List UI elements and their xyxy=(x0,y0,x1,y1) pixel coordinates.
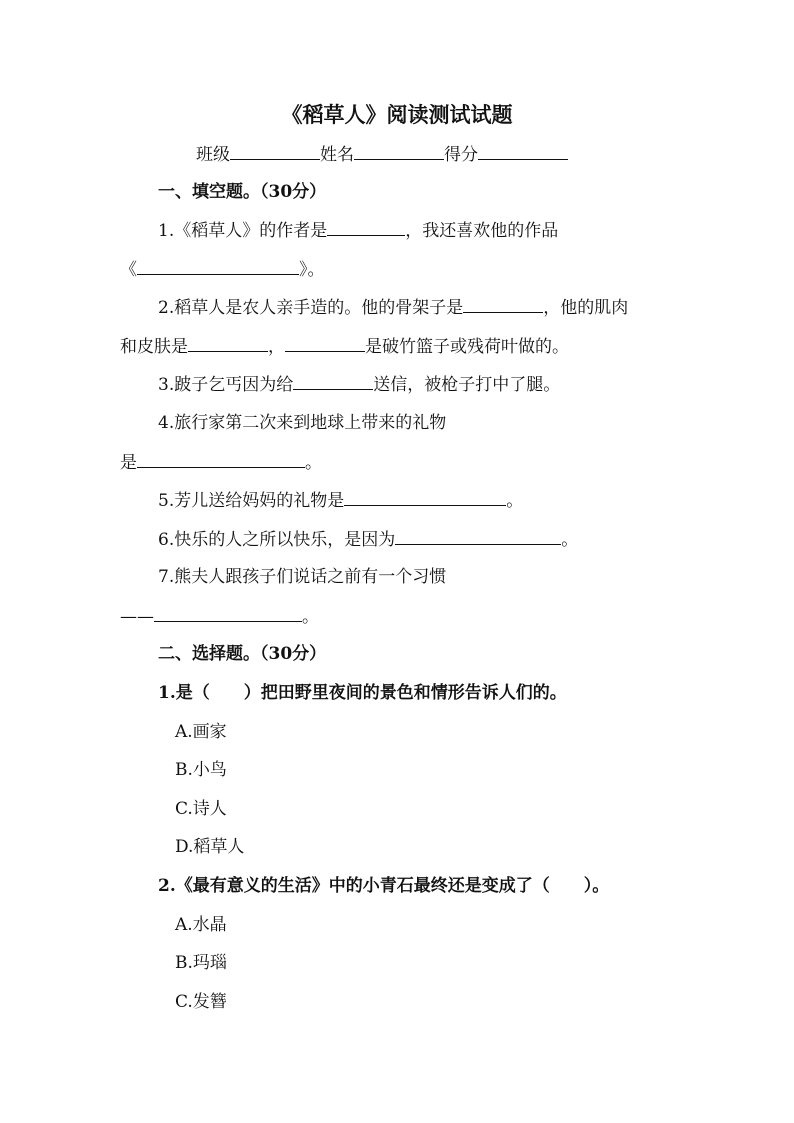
section-heading-choice: 二、选择题。（30分） xyxy=(158,644,327,664)
section-heading-fill: 一、填空题。（30分） xyxy=(158,182,327,202)
answer-blank[interactable] xyxy=(137,258,299,275)
question-4: 4.旅行家第二次来到地球上带来的礼物 xyxy=(158,413,447,433)
option-a[interactable]: A.水晶 xyxy=(175,915,227,935)
option-b[interactable]: B.小鸟 xyxy=(175,760,227,780)
choice-question-1: 1.是（ ）把田野里夜间的景色和情形告诉人们的。 xyxy=(158,683,567,703)
answer-blank[interactable] xyxy=(285,335,365,352)
name-input[interactable] xyxy=(354,143,444,160)
question-5: 5.芳儿送给妈妈的礼物是 。 xyxy=(158,491,524,511)
option-a[interactable]: A.画家 xyxy=(175,722,227,742)
class-input[interactable] xyxy=(230,143,320,160)
answer-blank[interactable] xyxy=(344,489,506,506)
question-7-cont: —— 。 xyxy=(120,607,319,627)
student-info-row xyxy=(196,143,568,166)
answer-blank[interactable] xyxy=(188,335,268,352)
answer-blank[interactable] xyxy=(154,605,302,622)
option-b[interactable]: B.玛瑙 xyxy=(175,953,227,973)
answer-blank[interactable] xyxy=(463,296,543,313)
option-c[interactable]: C.发簪 xyxy=(175,992,227,1012)
answer-blank[interactable] xyxy=(395,528,561,545)
class-label: 班级 xyxy=(196,145,230,165)
option-d[interactable]: D.稻草人 xyxy=(175,837,245,857)
option-c[interactable]: C.诗人 xyxy=(175,799,227,819)
answer-blank[interactable] xyxy=(137,451,305,468)
answer-blank[interactable] xyxy=(327,219,405,236)
answer-blank[interactable] xyxy=(293,373,373,390)
score-label: 得分 xyxy=(444,145,478,165)
question-4-cont: 是 。 xyxy=(120,453,322,473)
choice-question-2: 2.《最有意义的生活》中的小青石最终还是变成了（ ）。 xyxy=(158,876,610,896)
question-1-cont: 《 》。 xyxy=(120,260,325,280)
question-1: 1.《稻草人》的作者是 ，我还喜欢他的作品 xyxy=(158,221,559,241)
question-7: 7.熊夫人跟孩子们说话之前有一个习惯 xyxy=(158,567,447,587)
score-input[interactable] xyxy=(478,143,568,160)
question-3: 3.跛子乞丐因为给 送信，被枪子打中了腿。 xyxy=(158,375,561,395)
question-6: 6.快乐的人之所以快乐，是因为 。 xyxy=(158,530,579,550)
question-2: 2.稻草人是农人亲手造的。他的骨架子是 ，他的肌肉 xyxy=(158,298,629,318)
question-2-cont: 和皮肤是 ， 是破竹篮子或残荷叶做的。 xyxy=(120,337,569,357)
name-label: 姓名 xyxy=(320,145,354,165)
page-title: 《稻草人》阅读测试试题 xyxy=(281,102,513,127)
